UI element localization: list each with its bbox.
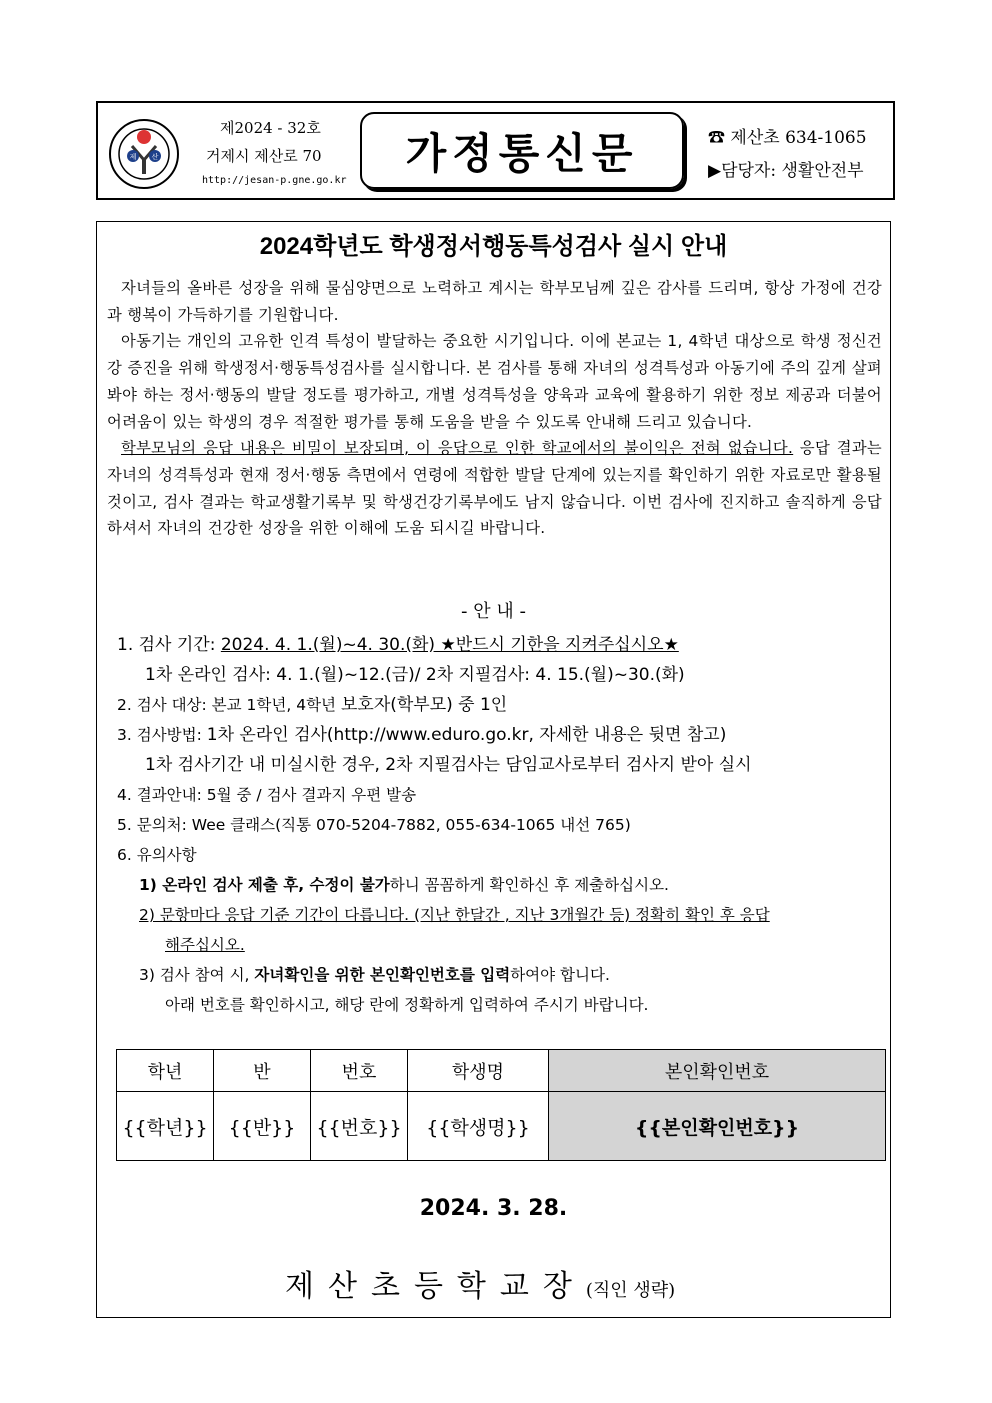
header-student-name: 학생명 — [408, 1050, 549, 1092]
signature-line — [285, 1261, 675, 1305]
manager-dept: ▶담당자: 생활안전부 — [708, 161, 864, 181]
principal-title: 제산초등학교장 — [285, 1269, 586, 1304]
paragraph-3 — [107, 435, 882, 542]
cell-id-code: {{본인확인번호}} — [549, 1092, 886, 1161]
item-method-detail: 1차 검사기간 내 미실시한 경우, 2차 지필검사는 담임교사로부터 검사지 받아 실시 — [145, 755, 752, 775]
document-title: 2024학년도 학생정서행동특성검사 실시 안내 — [259, 233, 728, 260]
notice-body — [96, 221, 891, 1318]
caution-3-a: 3) 검사 참여 시, — [139, 966, 255, 984]
item-period-value: 2024. 4. 1.(월)~4. 30.(화) ★반드시 기한을 지켜주십시오★ — [220, 635, 679, 655]
header-grade: 학년 — [117, 1050, 214, 1092]
newsletter-title-box — [360, 112, 684, 189]
issue-info — [202, 117, 352, 186]
school-url: http://jesan-p.gne.go.kr — [202, 175, 347, 186]
paragraph-3-rest: 응답 결과는 자녀의 성격특성과 현재 정서·행동 측면에서 연령에 적합한 발달 단계에 있는지를 확인하기 위한 자료로만 활용될 것이고, 검사 결과는 학교생활기록부 및 학생건강기록부에도 남지 않습니다. 이번 검사에 진지하고 솔직하게 응답하셔서 자녀의 건강한 성장을 위한 이해에 도움 되시길 바랍니다. — [107, 439, 882, 538]
caution-2-line1 — [117, 900, 887, 930]
caution-2-text-cont: 해주십시오. — [165, 936, 245, 954]
contact-info — [708, 123, 867, 181]
caution-3-detail: 아래 번호를 확인하시고, 해당 란에 정확하게 입력하여 주시기 바랍니다. — [165, 996, 649, 1014]
seal-omitted-note: (직인 생략) — [585, 1280, 676, 1301]
cell-student-name: {{학생명}} — [408, 1092, 549, 1161]
item-method — [117, 720, 887, 750]
table-header-row — [117, 1050, 886, 1092]
caution-2-text: 2) 문항마다 응답 기준 기간이 다릅니다. (지난 한달간 , 지난 3개월간 등) 정확히 확인 후 응답 — [139, 906, 770, 924]
item-period-label: 1. 검사 기간: — [117, 635, 221, 655]
item-result: 4. 결과안내: 5월 중 / 검사 결과지 우편 발송 — [117, 786, 417, 804]
school-address: 거제시 제산로 70 — [206, 147, 322, 165]
caution-1-rest: 하니 꼼꼼하게 확인하신 후 제출하십시오. — [389, 876, 669, 894]
item-period — [117, 630, 887, 660]
item-method-label: 3. 검사방법: — [117, 726, 207, 744]
cell-class: {{반}} — [214, 1092, 311, 1161]
header-number: 번호 — [311, 1050, 408, 1092]
notice-heading: - 안 내 - — [461, 601, 526, 622]
student-info-table — [116, 1049, 886, 1161]
intro-text — [107, 275, 882, 542]
paragraph-2: 아동기는 개인의 고유한 인격 특성이 발달하는 중요한 시기입니다. 이에 본교는 1, 4학년 대상으로 학생 정신건강 증진을 위해 학생정서·행동특성검사를 실시합니다. 본 검사를 통해 자녀의 성격특성과 아동기에 주의 깊게 살펴봐야 하는 정서·행동의 발달 정도를 평가하고, 개별 성격특성을 양육과 교육에 활용하기 위한 정보 제공과 더불어 어려움이 있는 학생의 경우 적절한 평가를 통해 도움을 받을 수 있도록 안내해 드리고 있습니다. — [107, 332, 882, 431]
logo-char-right: 산 — [151, 153, 159, 161]
issue-number: 제2024 - 32호 — [220, 119, 321, 137]
paragraph-1: 자녀들의 올바른 성장을 위해 물심양면으로 노력하고 계시는 학부모님께 깊은 감사를 드리며, 항상 가정에 건강과 행복이 가득하기를 기원합니다. — [107, 279, 882, 324]
caution-3 — [117, 960, 887, 990]
letterhead — [96, 101, 895, 200]
item-period-detail: 1차 온라인 검사: 4. 1.(월)~12.(금)/ 2차 지필검사: 4. 15.(월)~30.(화) — [145, 665, 685, 685]
cell-number: {{번호}} — [311, 1092, 408, 1161]
table-row — [117, 1092, 886, 1161]
notice-list — [117, 630, 887, 1020]
caution-2-line2 — [117, 930, 887, 960]
caution-1-bold: 1) 온라인 검사 제출 후, 수정이 불가 — [139, 876, 390, 894]
item-method-value: 1차 온라인 검사(http://www.eduro.go.kr, 자세한 내용은 뒷면 참고) — [206, 725, 727, 745]
item-target — [117, 690, 887, 720]
caution-1 — [117, 870, 887, 900]
caution-3-c: 하여야 합니다. — [510, 966, 610, 984]
privacy-notice: 학부모님의 응답 내용은 비밀이 보장되며, 이 응답으로 인한 학교에서의 불이익은 전혀 없습니다. — [121, 439, 794, 458]
header-id-code: 본인확인번호 — [549, 1050, 886, 1092]
newsletter-title: 가정통신문 — [405, 128, 639, 178]
item-contact: 5. 문의처: Wee 클래스(직통 070-5204-7882, 055-634-1065 내선 765) — [117, 816, 631, 834]
phone-number: ☎ 제산초 634-1065 — [708, 128, 867, 148]
caution-3-bold: 자녀확인을 위한 본인확인번호를 입력 — [254, 966, 511, 984]
cell-grade: {{학년}} — [117, 1092, 214, 1161]
school-emblem-logo — [108, 118, 180, 190]
header-class: 반 — [214, 1050, 311, 1092]
logo-char-left: 제 — [129, 153, 137, 161]
issue-date: 2024. 3. 28. — [419, 1196, 568, 1221]
item-target-value: 보호자(학부모) 중 1인 — [340, 695, 508, 715]
item-target-label: 2. 검사 대상: 본교 1학년, 4학년 — [117, 696, 341, 714]
item-cautions: 6. 유의사항 — [117, 846, 197, 864]
